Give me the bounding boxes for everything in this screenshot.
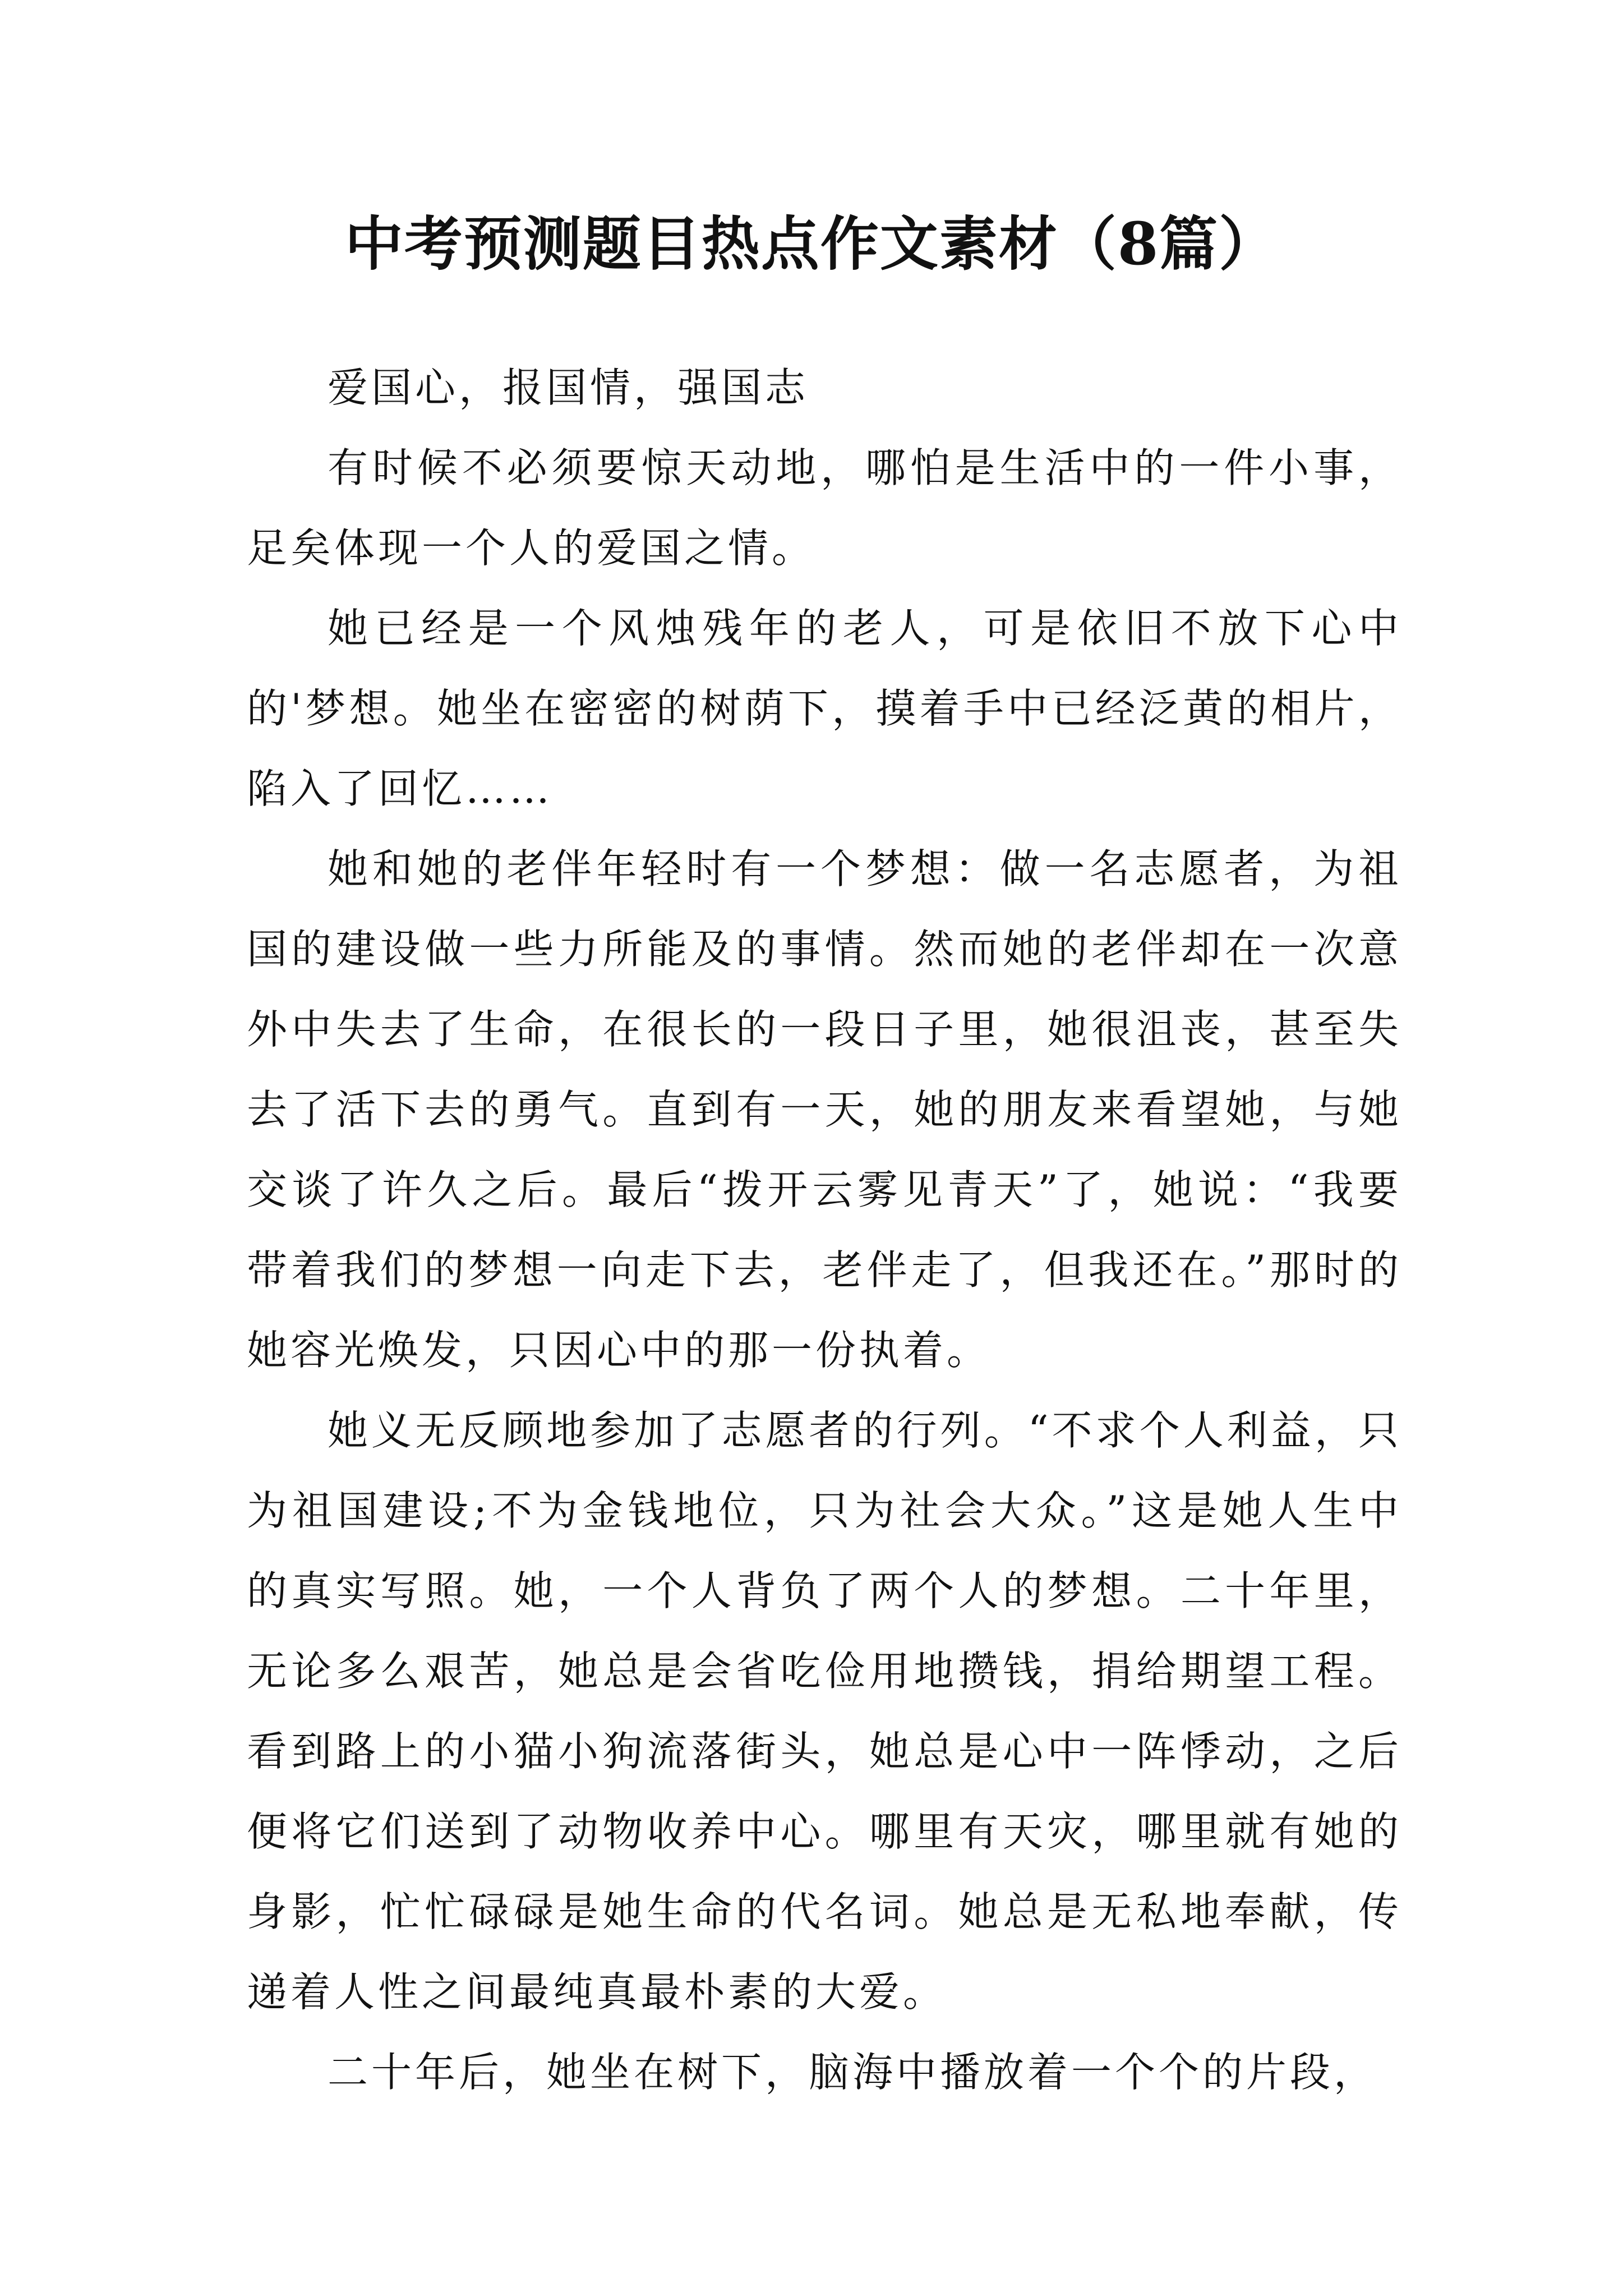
paragraph-volunteer: 她义无反顾地参加了志愿者的行列。“不求个人利益，只为祖国建设;不为金钱地位，只为社会大众。”这是她人生中的真实写照。她，一个人背负了两个人的梦想。二十年里，无论多么艰苦，她总是会省吃俭用地攒钱，捐给期望工程。看到路上的小猫小狗流落街头，她总是心中一阵悸动，之后便将它们送到了动物收养中心。哪里有天灾，哪里就有她的身影，忙忙碌碌是她生命的代名词。她总是无私地奉献，传递着人性之间最纯真最朴素的大爱。 bbox=[247, 1407, 1402, 2016]
paragraph-twenty-years-later: 二十年后，她坐在树下，脑海中播放着一个个的片段， bbox=[328, 2049, 1378, 2096]
document-title: 中考预测题目热点作文素材（8篇） bbox=[344, 209, 1279, 278]
document-body bbox=[247, 348, 1402, 2113]
paragraph-heading-patriotism: 爱国心，报国情，强国志 bbox=[328, 364, 809, 411]
paragraph-dream: 她和她的老伴年轻时有一个梦想：做一名志愿者，为祖国的建设做一些力所能及的事情。然而她的老伴却在一次意外中失去了生命，在很长的一段日子里，她很沮丧，甚至失去了活下去的勇气。直到有一天，她的朋友来看望她，与她交谈了许久之后。最后“拨开云雾见青天”了，她说：“我要带着我们的梦想一向走下去，老伴走了，但我还在。”那时的她容光焕发，只因心中的那一份执着。 bbox=[247, 845, 1402, 1374]
paragraph-old-woman: 她已经是一个风烛残年的老人，可是依旧不放下心中的'梦想。她坐在密密的树荫下，摸着手中已经泛黄的相片，陷入了回忆…… bbox=[247, 605, 1402, 812]
paragraph-intro: 有时候不必须要惊天动地，哪怕是生活中的一件小事，足矣体现一个人的爱国之情。 bbox=[247, 444, 1402, 572]
